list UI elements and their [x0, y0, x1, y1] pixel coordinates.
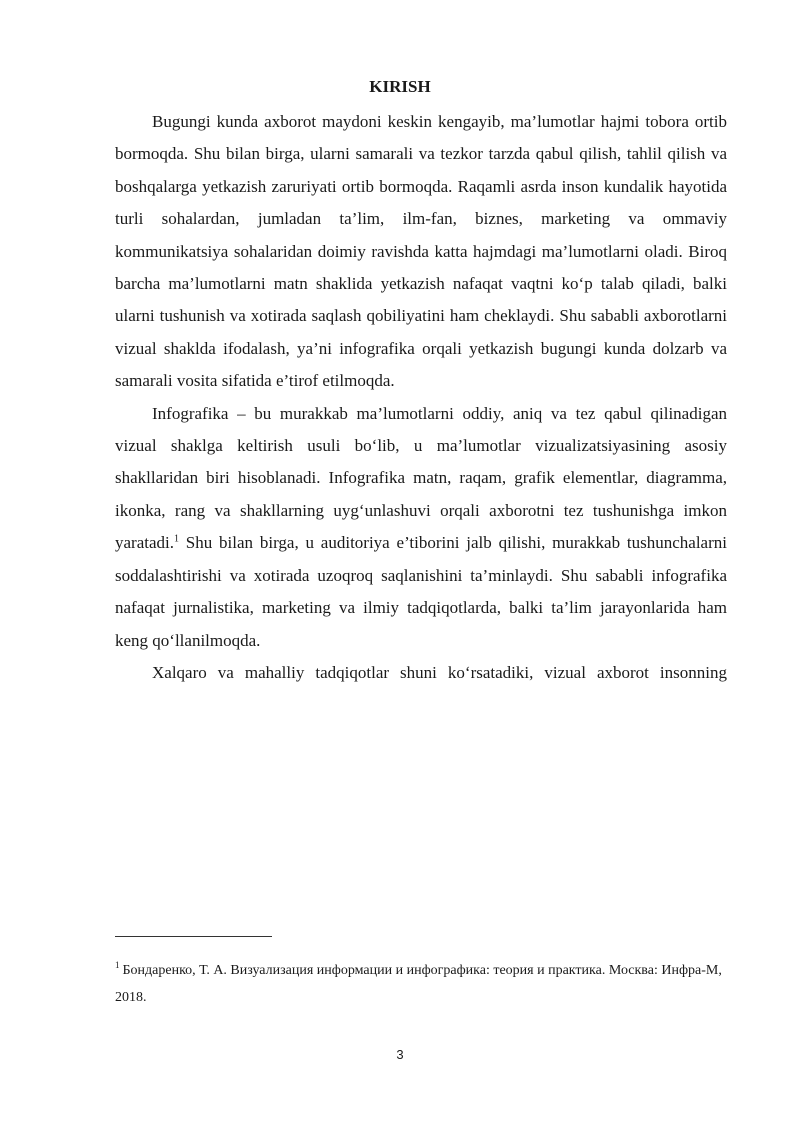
footnote-divider [115, 936, 272, 937]
footnote [115, 957, 740, 1011]
page-number: 3 [396, 1047, 404, 1062]
footnote-reference[interactable]: 1 [174, 533, 179, 545]
footnote-text: Бондаренко, Т. А. Визуализация информации и инфографика: теория и практика. Москва: Инфра-М, 2018. [115, 963, 722, 1005]
paragraph-2-part-b: Shu bilan birga, u auditoriya e’tiborini jalb qilishi, murakkab tushunchalarni soddalashtirishi va xotirada uzoqroq saqlanishini ta’minlaydi. Shu sababli infografika nafaqat jurnalistika, marketing va ilmiy tadqiqotlarda, balki ta’lim jarayonlarida ham keng qo‘llanilmoqda. [115, 533, 727, 650]
paragraph-2-part-a: Infografika – bu murakkab ma’lumotlarni oddiy, aniq va tez qabul qilinadigan vizual shaklga keltirish usuli bo‘lib, u ma’lumotlar vizualizatsiyasining asosiy shakllaridan biri hisoblanadi. Infografika matn, raqam, grafik elementlar, diagramma, ikonka, rang va shakllarning uyg‘unlashuvi orqali axborotni tez tushunishga imkon yaratadi. [115, 403, 727, 553]
paragraph-2 [115, 398, 727, 657]
section-heading: KIRISH [369, 77, 431, 96]
footnote-number: 1 [115, 960, 120, 971]
body-text [115, 106, 727, 689]
paragraph-1: Bugungi kunda axborot maydoni keskin kengayib, ma’lumotlar hajmi tobora ortib bormoqda. Shu bilan birga, ularni samarali va tezkor tarzda qabul qilish, tahlil qilish va boshqalarga yetkazish zaruriyati ortib bormoqda. Raqamli asrda inson kundalik hayotida turli sohalardan, jumladan ta’lim, ilm-fan, biznes, marketing va ommaviy kommunikatsiya sohalaridan doimiy ravishda katta hajmdagi ma’lumotlarni oladi. Biroq barcha ma’lumotlarni matn shaklida yetkazish nafaqat vaqtni ko‘p talab qiladi, balki ularni tushunish va xotirada saqlash qobiliyatini ham cheklaydi. Shu sababli axborotlarni vizual shaklda ifodalash, ya’ni infografika orqali yetkazish bugungi kunda dolzarb va samarali vosita sifatida e’tirof etilmoqda. [115, 112, 727, 391]
paragraph-3: Xalqaro va mahalliy tadqiqotlar shuni ko‘rsatadiki, vizual axborot insonning [152, 662, 727, 682]
